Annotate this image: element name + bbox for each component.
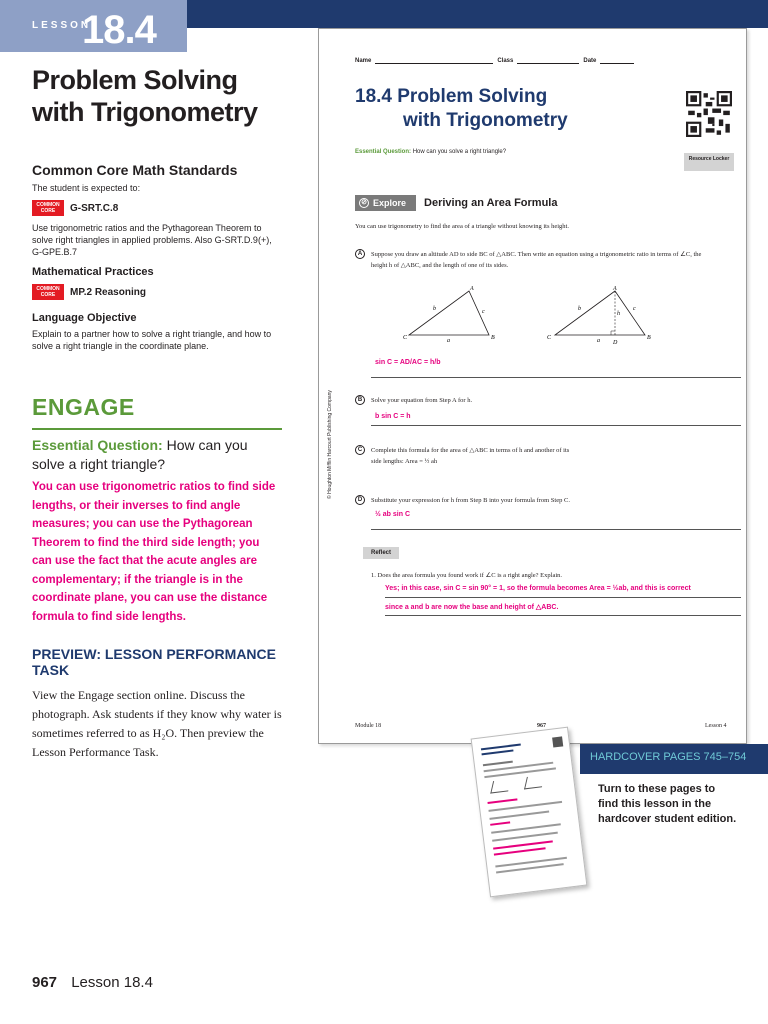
step-a	[355, 249, 715, 271]
practice-code: MP.2 Reasoning	[70, 286, 146, 298]
preview-text: View the Engage section online. Discuss the photograph. Ask students if they know why water is sometimes referred to as H₂O. Then preview the Lesson Performance Task.	[32, 688, 282, 759]
answer-line	[371, 425, 741, 426]
hardcover-text: Turn to these pages to find this lesson in the hardcover student edition.	[598, 783, 737, 825]
student-eq-text: How can you solve a right triangle?	[412, 149, 507, 155]
standards-intro: The student is expected to:	[32, 183, 141, 193]
class-label: Class	[497, 58, 514, 64]
resource-locker-button[interactable]: Resource Locker	[684, 153, 734, 171]
vertex-b-label: B	[647, 335, 651, 341]
student-eq	[355, 149, 506, 155]
side-c-label: c	[482, 309, 485, 315]
page-number: 967	[32, 974, 58, 991]
side-a-label: a	[597, 338, 600, 344]
date-label: Date	[583, 58, 597, 64]
class-field[interactable]	[517, 57, 579, 64]
step-b-answer: b sin C = h	[375, 413, 411, 420]
step-a-text: Suppose you draw an altitude AD to side BC of △ABC. Then write an equation using a trigonometric ratio in terms of ∠C, the height h of △ABC, and the length of one of its sides.	[371, 251, 702, 269]
standards-heading: Common Core Math Standards	[32, 162, 238, 178]
lesson-tab	[0, 0, 187, 52]
side-a-label: a	[447, 338, 450, 343]
essential-question-block	[32, 436, 282, 626]
answer-line	[371, 529, 741, 530]
answer-line	[371, 377, 741, 378]
step-a-answer: sin C = AD/AC = h/b	[375, 359, 441, 366]
lesson-title: Problem Solving with Trigonometry	[32, 65, 258, 127]
language-heading: Language Objective	[32, 312, 137, 324]
date-field[interactable]	[600, 57, 634, 64]
qr-code-icon[interactable]	[686, 91, 732, 137]
reflect-tag: Reflect	[363, 547, 399, 559]
name-field[interactable]	[375, 57, 493, 64]
explore-intro: You can use trigonometry to find the area of a triangle without knowing its height.	[355, 223, 569, 230]
standard-row	[32, 200, 282, 216]
step-d-answer: ½ ab sin C	[375, 511, 411, 518]
title-line-1: 18.4 Problem Solving	[355, 86, 548, 107]
top-banner	[187, 0, 768, 28]
question-1-answer-line-1: Yes; in this case, sin C = sin 90° = 1, so the formula becomes Area = ½ab, and this is correct	[385, 585, 691, 592]
standard-description: Use trigonometric ratios and the Pythagorean Theorem to solve right triangles in applied problems. Also G-SRT.D.9(+), G-GPE.B.7	[32, 223, 272, 257]
answer-line	[385, 597, 741, 598]
answer-line	[385, 615, 741, 616]
explore-header	[355, 195, 557, 211]
copyright: © Houghton Mifflin Harcourt Publishing Company	[327, 390, 333, 499]
module-footer: Module 18	[355, 723, 382, 729]
vertex-b-label: B	[491, 335, 495, 341]
question-1-answer-line-2: since a and b are now the base and height of △ABC.	[385, 604, 559, 611]
common-core-badge: COMMON CORE	[32, 200, 64, 216]
engage-divider	[32, 428, 282, 430]
compass-icon: ⊘	[359, 198, 369, 208]
page-footer	[32, 974, 153, 991]
explore-tag-label: Explore	[373, 198, 407, 208]
essential-question	[32, 436, 282, 474]
language-text: Explain to a partner how to solve a right triangle, and how to solve a right triangle in the coordinate plane.	[32, 329, 272, 351]
step-b-text: Solve your equation from Step A for h.	[371, 397, 473, 404]
student-page-number: 967	[537, 723, 546, 729]
left-column	[32, 64, 282, 352]
vertex-a-label: A	[613, 286, 617, 292]
practice-row	[32, 284, 282, 300]
student-eq-label: Essential Question:	[355, 149, 412, 155]
hardcover-thumbnail	[471, 727, 588, 898]
name-label: Name	[355, 58, 372, 64]
lesson-footer: Lesson 4	[705, 723, 727, 729]
step-d-text: Substitute your expression for h from Step B into your formula from Step C.	[371, 497, 570, 504]
lesson-word: LESSON	[32, 20, 92, 31]
eq-label: Essential Question:	[32, 437, 163, 453]
preview-heading: PREVIEW: LESSON PERFORMANCE TASK	[32, 646, 276, 678]
eq-answer: You can use trigonometric ratios to find side lengths, or their inverses to find angle measures; you can use the Pythagorean Theorem to find the third side length; you can use the fact that the acute angles are complementary; if the triangle is in the coordinate plane, you can use the distance formula to find side lengths.	[32, 481, 276, 623]
practices-heading: Mathematical Practices	[32, 266, 154, 278]
common-core-badge: COMMON CORE	[32, 284, 64, 300]
vertex-d-label: D	[613, 340, 618, 346]
step-b	[355, 395, 715, 406]
explore-tag	[355, 195, 416, 211]
footer-lesson: Lesson 18.4	[71, 974, 153, 991]
step-b-marker: B	[355, 395, 365, 405]
step-d-marker: D	[355, 495, 365, 505]
eq-question: How can you solve a right triangle?	[32, 437, 248, 472]
vertex-c-label: C	[403, 335, 408, 341]
vertex-c-label: C	[547, 335, 552, 341]
explore-title: Deriving an Area Formula	[424, 197, 558, 209]
height-h-label: h	[617, 311, 620, 317]
triangle-abc-diagram	[403, 285, 503, 343]
side-c-label: c	[633, 306, 636, 312]
lesson-number: 18.4	[82, 8, 156, 52]
step-c	[355, 445, 575, 467]
hardcover-pages-band: HARDCOVER PAGES 745–754	[580, 744, 768, 774]
step-d	[355, 495, 715, 506]
question-1: 1. Does the area formula you found work if ∠C is a right angle? Explain.	[371, 572, 563, 579]
side-b-label: b	[433, 306, 436, 312]
student-page	[318, 28, 747, 744]
standard-code: G-SRT.C.8	[70, 202, 119, 214]
engage-heading: ENGAGE	[32, 394, 135, 420]
title-line-2: with Trigonometry	[403, 110, 568, 131]
step-c-text: Complete this formula for the area of △ABC in terms of h and another of its side lengths: Area = ½ ah	[371, 447, 570, 465]
side-b-label: b	[578, 306, 581, 312]
student-page-title	[355, 85, 568, 133]
step-c-marker: C	[355, 445, 365, 455]
name-bar	[355, 57, 634, 64]
triangle-altitude-diagram	[547, 285, 657, 347]
step-a-marker: A	[355, 249, 365, 259]
vertex-a-label: A	[470, 286, 474, 292]
